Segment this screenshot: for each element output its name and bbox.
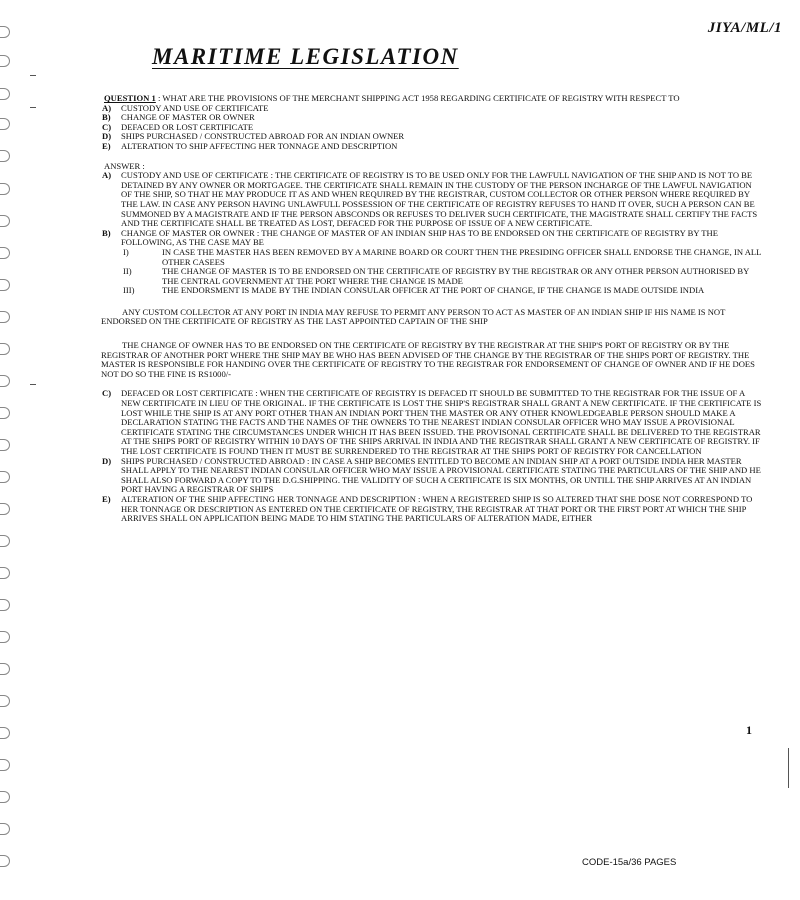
item-marker: A) [102, 170, 112, 181]
scan-mark [30, 107, 36, 108]
item-text: CUSTODY AND USE OF CERTIFICATE : THE CERTIFICATE OF REGISTRY IS TO BE USED ONLY FOR THE LAWFULL NAVIGATION OF THE SHIP AND IS NOT TO BE DETAINED BY ANY OWNER OR MORTGAGEE. THE CERTIFICATE SHALL REMAIN IN THE CUSTODY OF THE PERSON INCHARGE OF THE LAWFUL NAVIGATION OF THE SHIP, SO THAT HE MAY PRODUCE IT AS AND WHEN REQUIRED BY THE REGISTRAR, CUSTOM COLLECTOR OR OTHER PERSON WHERE REQUIRED BY THE LAW. IN CASE ANY PERSON HAVING UNLAWFULL POSSESSION OF THE CERTIFICATE OF REGISTRY REFUSES TO HAND IT OVER, SUCH A PERSON CAN BE SUMMONED BY A MAGISTRATE AND IF THE PERSON ABSCONDS OR REFUSES TO DELIVER SUCH CERTIFICATE, THE MAGISTRATE SHALL CERTIFY THE FACTS AND THE CERTIFICATE SHALL BE TREATED AS LOST, DEFACED FOR THE PURPOSE OF ISSUE OF A NEW CERTIFICATE. [121, 170, 758, 229]
page-title: MARITIME LEGISLATION [152, 44, 459, 69]
sub-text: IN CASE THE MASTER HAS BEEN REMOVED BY A MARINE BOARD OR COURT THEN THE PRESIDING OFFICER SHALL ENDORSE THE CHANGE, IN ALL OTHER CASEES [162, 246, 762, 267]
item-marker: C) [102, 388, 112, 399]
footer-code: CODE-15a/36 PAGES [582, 857, 677, 868]
item-text: DEFACED OR LOST CERTIFICATE : WHEN THE CERTIFICATE OF REGISTRY IS DEFACED IT SHOULD BE SUBMITTED TO THE REGISTRAR FOR THE ISSUE OF A NEW CERTIFICATE IN LIEU OF THE ORIGINAL. IF THE CERTIFICATE IS LOST THE SHIP'S REGISTRAR SHALL GRANT A NEW CERTIFICATE. IF THE CERTIFICATE IS LOST WHILE THE SHIP IS AT ANY PORT OTHER THAN AN INDIAN PORT THEN THE MASTER OR ANY OTHER KNOWLEDGEABLE PERSON SHOULD MAKE A DECLARATION STATING THE FACTS AND THE NAMES OF THE OWNERS TO THE NEAREST INDIAN CONSULAR OFFICER WHO MAY ISSUE A PROVISIONAL CERTIFICATE STATING THE CIRCUMSTANCES UNDER WHICH IT HAS BEEN ISSUED. THE PROVISONAL CERTIFICATE SHALL BE DELIVERED TO THE REGISTRAR AT THE SHIPS PORT OF REGISTRY WITHIN 10 DAYS OF THE SHIPS ARRIVAL IN INDIA AND THE REGISTRAR SHALL GRANT A NEW CERTIFICATE OF REGISTRY. IF THE LOST CERTIFICATE IS FOUND THEN IT MUST BE SURRENDERED TO THE REGISTRAR AT THE SHIPS PORT OF REGISTRY FOR CANCELLATION [121, 388, 762, 456]
item-text: CHANGE OF MASTER OR OWNER [121, 112, 255, 123]
item-marker: D) [102, 131, 112, 142]
item-text: SHIPS PURCHASED / CONSTRUCTED ABROAD FOR AN INDIAN OWNER [121, 131, 405, 142]
item-marker: B) [102, 112, 111, 123]
item-marker: B) [102, 227, 111, 238]
item-marker: E) [102, 140, 111, 151]
item-text: ALTERATION OF THE SHIP AFFECTING HER TONNAGE AND DESCRIPTION : WHEN A REGISTERED SHIP IS SO ALTERED THAT SHE DOSE NOT CORRESPOND TO HER TONNAGE OR DESCRIPTION AS ENTERED ON THE CERTIFICATE OF REGISTRY, THE REGISTRAR AT THAT PORT OR THE FIRST PORT AT WHICH THE SHIP ARRIVES SHALL ON APPLICATION BEING MADE TO HIM STATING THE PARTICULARS OF ALTERATION MADE, EITHER [121, 493, 753, 524]
answer-item-d [104, 457, 764, 495]
answer-label: ANSWER : [104, 160, 145, 171]
answer-item-e [104, 495, 764, 524]
item-marker: C) [102, 121, 112, 132]
question-item [104, 142, 764, 152]
item-text: SHIPS PURCHASED / CONSTRUCTED ABROAD : IN CASE A SHIP BECOMES ENTITLED TO BECOME AN INDIAN SHIP AT A PORT OUTSIDE INDIA HER MASTER SHALL APPLY TO THE NEAREST INDIAN CONSULAR OFFICER WHO MAY ISSUE A PROVISIONAL CERTIFICATE STATING THE PARTICULARS OF THE SHIP AND HE SHALL ALSO FORWARD A COPY TO THE D.G.SHIPPING. THE VALIDITY OF SUCH A CERTIFICATE IS SIX MONTHS, OR UNTILL THE SHIP ARRIVES AT AN INDIAN PORT HAVING A REGISTRAR OF SHIPS [121, 455, 761, 495]
binder-holes [0, 0, 14, 900]
document-body [101, 93, 764, 524]
sub-marker: II) [123, 266, 132, 277]
question-text: : WHAT ARE THE PROVISIONS OF THE MERCHANT SHIPPING ACT 1958 REGARDING CERTIFICATE OF REGISTRY WITH RESPECT TO [157, 93, 680, 103]
scan-mark [30, 75, 36, 76]
item-text: ALTERATION TO SHIP AFFECTING HER TONNAGE AND DESCRIPTION [121, 140, 398, 151]
answer-item-a [104, 171, 764, 229]
sub-text: THE ENDORSMENT IS MADE BY THE INDIAN CONSULAR OFFICER AT THE PORT OF CHANGE, IF THE CHANGE IS MADE OUTSIDE INDIA [162, 285, 705, 296]
scan-mark [788, 748, 789, 788]
item-marker: E) [102, 493, 111, 504]
item-marker: D) [102, 455, 112, 466]
page-number: 1 [746, 723, 752, 737]
document-reference-code: JIYA/ML/1 [707, 20, 782, 36]
question-label: QUESTION 1 [104, 93, 156, 103]
answer-item-b [104, 229, 764, 248]
sub-marker: III) [123, 285, 135, 296]
sub-item [123, 286, 764, 296]
sub-item [123, 267, 764, 286]
item-text: CUSTODY AND USE OF CERTIFICATE [121, 102, 269, 113]
sub-item [123, 248, 764, 267]
change-of-owner-paragraph: THE CHANGE OF OWNER HAS TO BE ENDORSED ON THE CERTIFICATE OF REGISTRY BY THE REGISTRAR AT THE SHIP'S PORT OF REGISTRY OR BY THE REGISTRAR OF ANOTHER PORT WHERE THE SHIP MAY BE WHO HAS BEEN ADVISED OF THE CHANGE BY THE REGISTRAR OF THE SHIPS PORT OF REGISTRY. THE MASTER IS RESPONSIBLE FOR HANDING OVER THE CERTIFICATE OF REGISTRY TO THE REGISTRAR FOR ENDORSEMENT OF CHANGE OF OWNER AND IF HE DOES NOT DO SO THE FINE IS RS1000/- [101, 340, 755, 379]
sub-marker: I) [123, 246, 129, 257]
item-text: DEFACED OR LOST CERTIFICATE [121, 121, 254, 132]
item-text: CHANGE OF MASTER OR OWNER : THE CHANGE OF MASTER OF AN INDIAN SHIP HAS TO BE ENDORSED ON THE CERTIFICATE OF REGISTRY BY THE FOLLOWING, AS THE CASE MAY BE [121, 227, 718, 248]
scan-mark [30, 384, 36, 385]
answer-item-c [104, 389, 764, 456]
custom-collector-paragraph: ANY CUSTOM COLLECTOR AT ANY PORT IN INDIA MAY REFUSE TO PERMIT ANY PERSON TO ACT AS MASTER OF AN INDIAN SHIP IF HIS NAME IS NOT ENDORSED ON THE CERTIFICATE OF REGISTRY AS THE LAST APPOINTED CAPTAIN OF THE SHIP [101, 306, 726, 327]
item-marker: A) [102, 102, 112, 113]
sub-text: THE CHANGE OF MASTER IS TO BE ENDORSED ON THE CERTIFICATE OF REGISTRY BY THE REGISTRAR OR ANY OTHER PERSON AUTHORISED BY THE CENTRAL GOVERNMENT AT THE PORT WHERE THE CHANGE IS MADE [162, 266, 749, 286]
